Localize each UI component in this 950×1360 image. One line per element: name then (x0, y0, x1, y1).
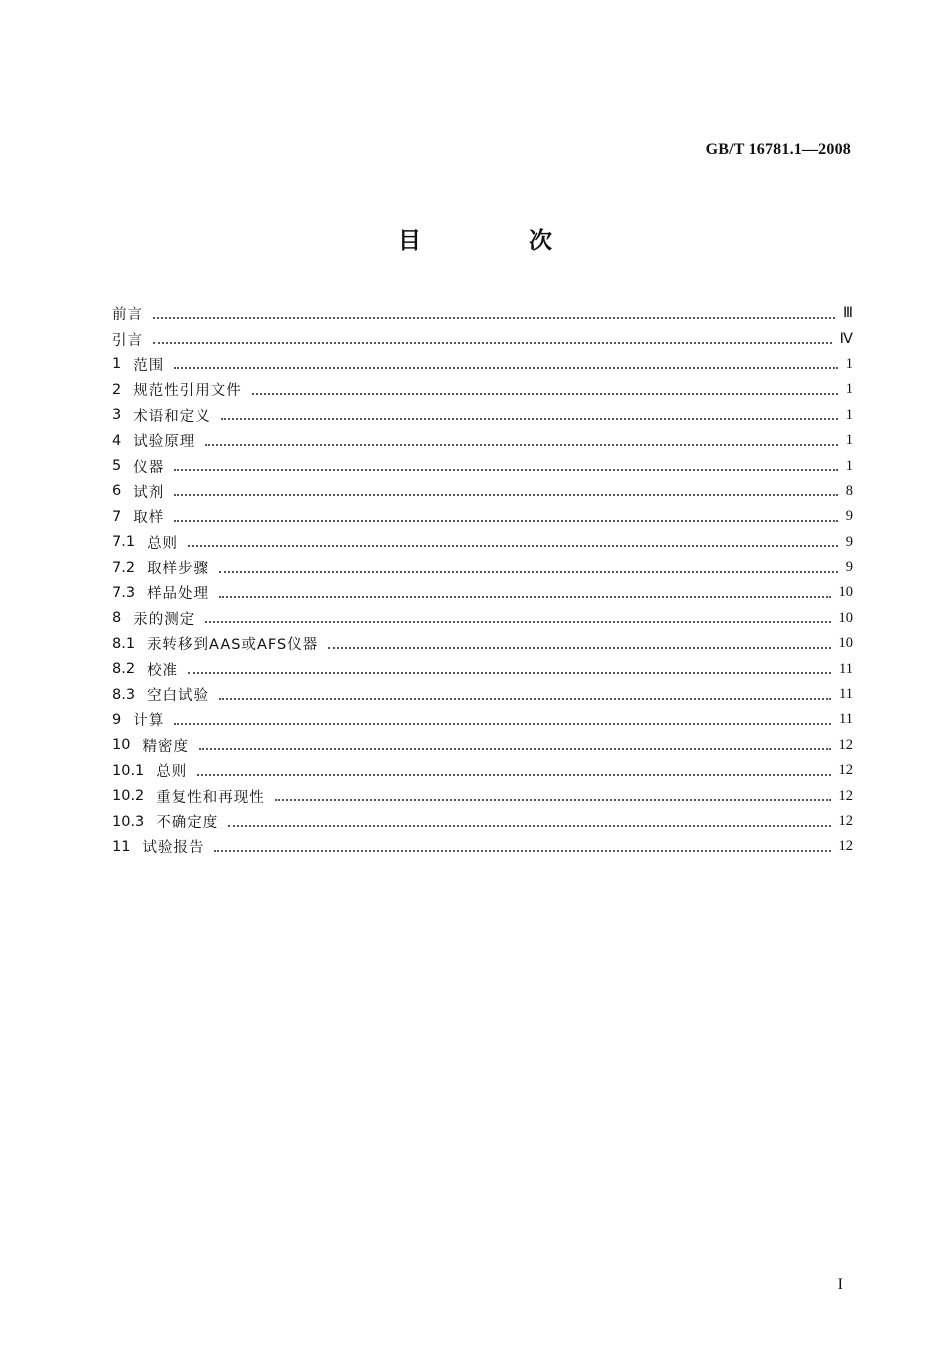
toc-entry-page: 12 (838, 787, 853, 804)
toc-entry-number: 10 (112, 737, 131, 754)
toc-entry-page: 1 (845, 457, 853, 474)
toc-entry-page: 12 (838, 736, 853, 753)
dot-leader (197, 774, 830, 776)
toc-entry-number: 10.1 (112, 762, 145, 779)
toc-entry-title: 不确定度 (156, 815, 219, 831)
toc-entry-page: 8 (845, 482, 853, 499)
toc-entry-title: 总则 (156, 764, 188, 781)
dot-leader (219, 698, 831, 700)
toc-entry-number: 2 (112, 381, 122, 398)
toc-entry[interactable] (112, 809, 853, 834)
dot-leader (174, 469, 838, 471)
toc-entry-number: 4 (112, 432, 122, 449)
toc-entry[interactable] (112, 682, 853, 707)
dot-leader (153, 342, 832, 344)
toc-entry-page: 12 (838, 813, 853, 829)
toc-title: 目 次 (397, 228, 602, 254)
toc-entry-page: 1 (845, 381, 853, 398)
toc-entry[interactable] (112, 555, 853, 580)
toc-entry-title: 规范性引用文件 (133, 383, 242, 400)
toc-entry[interactable] (112, 377, 853, 402)
toc-entry-page: 10 (838, 609, 853, 626)
toc-entry-page: 12 (838, 838, 853, 855)
toc-entry-title: 校准 (147, 662, 179, 679)
dot-leader (328, 647, 830, 649)
toc-entry-title: 精密度 (142, 738, 189, 755)
toc-entry-page: Ⅳ (839, 330, 853, 347)
toc-entry-page: 10 (838, 635, 853, 652)
toc-entry-number: 8.1 (112, 635, 136, 652)
toc-entry[interactable] (112, 479, 853, 504)
toc-entry[interactable] (112, 733, 853, 758)
toc-entry-page: 10 (838, 584, 853, 601)
dot-leader (219, 571, 838, 573)
toc-entry-page: 9 (845, 559, 853, 576)
toc-entry[interactable] (112, 301, 853, 326)
toc-entry-title: 汞的测定 (133, 611, 196, 628)
toc-entry[interactable] (112, 631, 853, 656)
toc-entry[interactable] (112, 834, 853, 859)
dot-leader (153, 317, 835, 319)
toc-entry-page: 9 (845, 533, 853, 550)
toc-list (112, 301, 853, 860)
toc-entry[interactable] (112, 606, 853, 631)
dot-leader (275, 799, 831, 801)
dot-leader (219, 596, 830, 598)
toc-entry-number: 7.2 (112, 559, 136, 576)
dot-leader (228, 825, 830, 827)
toc-entry-page: 11 (839, 660, 853, 677)
dot-leader (174, 723, 831, 725)
toc-entry-number: 8 (112, 610, 122, 627)
dot-leader (174, 367, 838, 369)
dot-leader (221, 418, 838, 420)
toc-entry[interactable] (112, 504, 853, 529)
toc-entry-page: 1 (845, 406, 853, 423)
toc-entry-title: 取样 (133, 510, 165, 527)
toc-entry-title: 前言 (112, 307, 143, 324)
toc-entry[interactable] (112, 580, 853, 605)
toc-entry[interactable] (112, 758, 853, 783)
toc-entry-page: 11 (839, 711, 853, 728)
toc-entry-title: 取样步骤 (147, 561, 210, 578)
toc-entry-number: 7.3 (112, 584, 136, 601)
dot-leader (205, 621, 830, 623)
toc-entry-title: 汞转移到AAS或AFS仪器 (147, 637, 319, 654)
toc-entry-title: 试验原理 (133, 434, 196, 451)
toc-entry[interactable] (112, 783, 853, 808)
toc-entry-page: 1 (845, 355, 853, 372)
toc-entry-number: 8.3 (112, 686, 136, 703)
toc-entry-page: 12 (838, 762, 853, 779)
toc-entry[interactable] (112, 326, 853, 351)
toc-entry-page: 1 (845, 432, 853, 449)
toc-entry-number: 7 (112, 508, 122, 525)
toc-entry-title: 计算 (133, 713, 165, 730)
toc-entry-number: 7.1 (112, 534, 136, 551)
dot-leader (188, 672, 831, 674)
toc-entry[interactable] (112, 453, 853, 478)
dot-leader (199, 748, 831, 750)
toc-entry[interactable] (112, 403, 853, 428)
toc-entry-page: Ⅲ (843, 305, 853, 322)
toc-entry-title: 引言 (112, 332, 143, 349)
standard-code: GB/T 16781.1—2008 (705, 141, 851, 158)
toc-entry-number: 1 (112, 356, 122, 373)
dot-leader (252, 393, 838, 395)
page-number: I (837, 1276, 843, 1293)
toc-entry[interactable] (112, 428, 853, 453)
dot-leader (188, 545, 838, 547)
toc-entry[interactable] (112, 656, 853, 681)
toc-entry-title: 范围 (133, 357, 165, 374)
toc-entry-number: 8.2 (112, 661, 136, 678)
toc-entry-number: 10.3 (112, 813, 145, 830)
dot-leader (214, 850, 830, 852)
toc-entry-number: 11 (112, 838, 131, 855)
toc-entry-title: 空白试验 (147, 688, 210, 705)
toc-entry-number: 5 (112, 458, 122, 475)
toc-entry-number: 6 (112, 483, 122, 500)
toc-entry-title: 试验报告 (142, 840, 205, 857)
toc-entry-number: 10.2 (112, 788, 145, 805)
toc-entry[interactable] (112, 530, 853, 555)
toc-entry-page: 11 (839, 686, 853, 703)
dot-leader (174, 520, 838, 522)
dot-leader (174, 494, 838, 496)
toc-entry-number: 3 (112, 407, 122, 424)
toc-entry-title: 试剂 (133, 484, 165, 501)
toc-entry[interactable] (112, 352, 853, 377)
toc-entry[interactable] (112, 707, 853, 732)
toc-entry-title: 重复性和再现性 (156, 789, 265, 806)
toc-entry-page: 9 (845, 508, 853, 525)
toc-entry-title: 总则 (147, 535, 179, 552)
toc-entry-title: 术语和定义 (133, 408, 211, 425)
dot-leader (205, 444, 838, 446)
toc-entry-number: 9 (112, 711, 122, 728)
toc-entry-title: 样品处理 (147, 586, 210, 603)
toc-entry-title: 仪器 (133, 459, 165, 476)
